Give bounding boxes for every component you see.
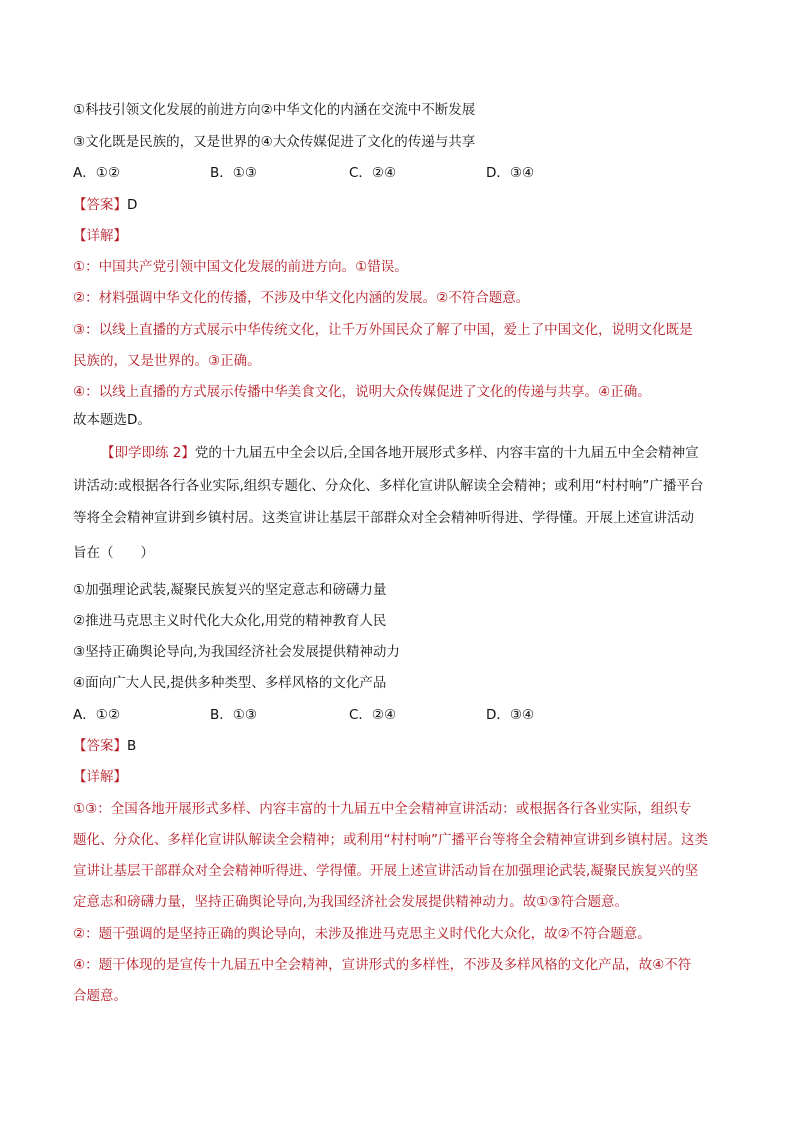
q2-explain-3: 宣讲让基层干部群众对全会精神听得进、学得懂。开展上述宣讲活动旨在加强理论武装,凝聚民族复兴的坚: [73, 863, 699, 879]
q2-statement-3: ③坚持正确舆论导向,为我国经济社会发展提供精神动力: [73, 644, 400, 660]
q2-explain-5: ②：题干强调的是坚持正确的舆论导向，未涉及推进马克思主义时代化大众化，故②不符合题意。: [73, 926, 651, 942]
q2-answer: [73, 737, 136, 755]
q1-explain-2: ②：材料强调中华文化的传播，不涉及中华文化内涵的发展。②不符合题意。: [73, 290, 530, 306]
q1-option-c: C．②④: [349, 165, 397, 181]
q2-stem-2: 讲活动:或根据各行各业实际,组织专题化、分众化、多样化宣讲队解读全会精神；或利用“村村响”广播平台: [73, 478, 704, 494]
q2-explain-4: 定意志和磅礴力量，坚持正确舆论导向,为我国经济社会发展提供精神动力。故①③符合题意。: [73, 894, 628, 910]
q1-explain-4: ④：以线上直播的方式展示传播中华美食文化，说明大众传媒促进了文化的传递与共享。④正确。: [73, 384, 651, 400]
statement-line-1-2: ①科技引领文化发展的前进方向②中华文化的内涵在交流中不断发展: [73, 102, 476, 118]
q2-stem-3: 等将全会精神宣讲到乡镇村居。这类宣讲让基层干部群众对全会精神听得进、学得懂。开展上述宣讲活动: [73, 510, 694, 526]
q2-stem-1: 党的十九届五中全会以后,全国各地开展形式多样、内容丰富的十九届五中全会精神宣: [194, 445, 699, 461]
q2-statement-4: ④面向广大人民,提供多种类型、多样风格的文化产品: [73, 675, 387, 691]
practice-tag: 【即学即练 2】: [101, 445, 195, 461]
q2-stem-first-line: [101, 444, 699, 462]
q2-option-a: A．①②: [73, 707, 120, 723]
q2-option-b: B．①③: [210, 707, 257, 723]
answer-value: D: [127, 197, 138, 213]
q2-stem-4: 旨在（ ）: [73, 545, 154, 561]
statement-line-3-4: ③文化既是民族的，又是世界的④大众传媒促进了文化的传递与共享: [73, 134, 476, 150]
answer-tag: 【答案】: [73, 197, 127, 213]
q1-detail-tag: 【详解】: [73, 228, 127, 244]
q1-option-a: A．①②: [73, 165, 120, 181]
q2-detail-tag: 【详解】: [73, 769, 127, 785]
q2-option-d: D．③④: [486, 707, 535, 723]
q2-explain-2: 题化、分众化、多样化宣讲队解读全会精神；或利用“村村响”广播平台等将全会精神宣讲到乡镇村居。这类: [73, 832, 708, 848]
answer-tag: 【答案】: [73, 738, 127, 754]
q2-explain-1: ①③：全国各地开展形式多样、内容丰富的十九届五中全会精神宣讲活动：或根据各行各业实际，组织专: [73, 801, 692, 817]
q2-statement-2: ②推进马克思主义时代化大众化,用党的精神教育人民: [73, 613, 387, 629]
q1-explain-1: ①：中国共产党引领中国文化发展的前进方向。①错误。: [73, 259, 408, 275]
q1-conclusion: 故本题选D。: [73, 412, 151, 428]
q1-option-d: D．③④: [486, 165, 535, 181]
answer-value: B: [127, 738, 137, 754]
q1-answer: [73, 196, 137, 214]
q1-explain-3b: 民族的，又是世界的。③正确。: [73, 353, 261, 369]
q2-option-c: C．②④: [349, 707, 397, 723]
q2-explain-6: ④：题干体现的是宣传十九届五中全会精神，宣讲形式的多样性，不涉及多样风格的文化产品，故④不符: [73, 957, 692, 973]
q1-option-b: B．①③: [210, 165, 257, 181]
q2-explain-7: 合题意。: [73, 988, 127, 1004]
q2-statement-1: ①加强理论武装,凝聚民族复兴的坚定意志和磅礴力量: [73, 582, 387, 598]
q1-explain-3a: ③：以线上直播的方式展示中华传统文化，让千万外国民众了解了中国，爱上了中国文化，说明文化既是: [73, 322, 693, 338]
